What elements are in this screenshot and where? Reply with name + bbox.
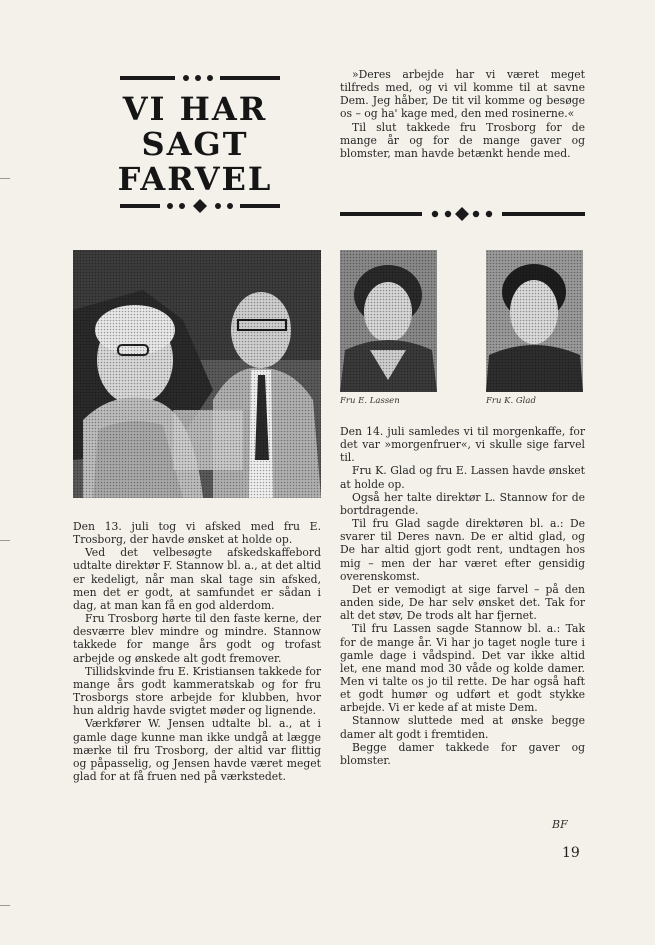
paragraph: Værkfører W. Jensen udtalte bl. a., at i gamle dage kunne man ikke undgå at lægge mærke til fru Trosborg, der altid var flittig og påpasselig, og Jensen havde været meget glad for at få fruen ned på værkstedet. — [73, 717, 321, 783]
ornament-divider — [340, 206, 585, 222]
author-signature: BF — [552, 818, 568, 831]
caption-glad: Fru K. Glad — [486, 396, 536, 406]
paragraph: Til fru Glad sagde direktøren bl. a.: De svarer til Deres navn. De er altid glad, og De har altid gjort godt rent, undtagen hos mig – men der har været efter gensidig overenskomst. — [340, 517, 585, 583]
paragraph: Begge damer takkede for gaver og blomster. — [340, 740, 585, 767]
paragraph: Til fru Lassen sagde Stannow bl. a.: Tak for de mange år. Vi har jo taget nogle ture i gamle dage i vådspind. Det var ikke altid let, ene mand mod 30 våde og kolde damer. Men vi talte os jo til rette. De har også haft et godt humør og udført et godt stykke arbejde. Vi er kede af at miste Dem. — [340, 622, 585, 715]
paragraph: Til slut takkede fru Trosborg for de mange år og for de mange gaver og blomster, man havde betænkt hende med. — [340, 120, 585, 160]
paragraph: Det er vemodigt at sige farvel – på den anden side, De har selv ønsket det. Tak for alt det støv, De trods alt har fjernet. — [340, 582, 585, 623]
paragraph: Også her talte direktør L. Stannow for de bortdragende. — [340, 490, 585, 517]
headline-line: VI HAR — [122, 90, 268, 128]
ornament-top — [120, 72, 280, 84]
paragraph: Stannow sluttede med at ønske begge damer alt godt i fremtiden. — [340, 714, 585, 741]
caption-lassen: Fru E. Lassen — [340, 396, 400, 406]
paragraph: Den 13. juli tog vi afsked med fru E. Trosborg, der havde ønsket at holde op. — [73, 520, 321, 547]
group-photo — [73, 250, 321, 498]
crop-mark — [0, 540, 10, 541]
crop-mark — [0, 905, 10, 906]
paragraph: Fru K. Glad og fru E. Lassen havde ønsket at holde op. — [340, 464, 585, 491]
ornament-bottom — [120, 198, 280, 214]
paragraph: Tillidskvinde fru E. Kristiansen takkede for mange års godt kammeratskab og for fru Trosborgs store arbejde for klubben, hvor hun aldrig havde svigtet møder og lignende. — [73, 664, 321, 718]
headline — [105, 92, 285, 197]
left-column — [73, 520, 321, 783]
paragraph: »Deres arbejde har vi været meget tilfreds med, og vi vil komme til at savne Dem. Jeg håber, De tit vil komme og besøge os – og ha' kage med, den med rosinerne.« — [340, 68, 585, 121]
page-number: 19 — [562, 845, 580, 861]
right-column — [340, 425, 585, 767]
headline-line: FARVEL — [117, 160, 273, 198]
crop-mark — [0, 178, 10, 179]
headline-line: SAGT — [141, 125, 249, 163]
portrait-photo-lassen — [340, 250, 437, 392]
paragraph: Fru Trosborg hørte til den faste kerne, der desværre blev mindre og mindre. Stannow takkede for mange års godt og trofast arbejde og ønskede alt godt fremover. — [73, 612, 321, 665]
paragraph: Den 14. juli samledes vi til morgenkaffe, for det var »morgenfruer«, vi skulle sige farvel til. — [340, 425, 585, 465]
portrait-photo-glad — [486, 250, 583, 392]
intro-column — [340, 68, 585, 160]
paragraph: Ved det velbesøgte afskedskaffebord udtalte direktør F. Stannow bl. a., at det altid er kedeligt, når man skal tage sin afsked, men det er godt, at samfundet er sådan i dag, at man kan få en god alderdom. — [73, 546, 321, 612]
